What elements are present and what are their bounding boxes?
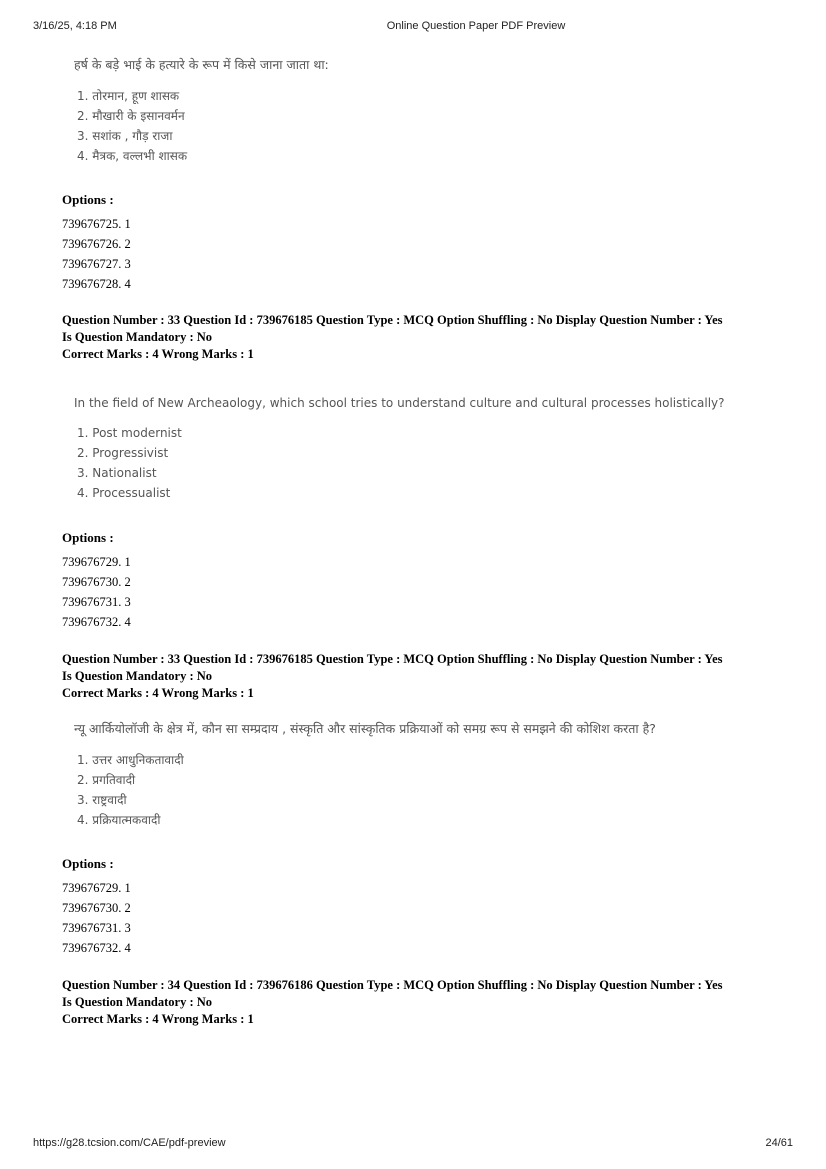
question-marks: Correct Marks : 4 Wrong Marks : 1 bbox=[62, 686, 254, 700]
question-option: 3. सशांक , गौड़ राजा bbox=[77, 129, 173, 143]
options-list-q33-en bbox=[62, 530, 131, 632]
option-id: 739676729. 1 bbox=[62, 555, 131, 569]
question-meta-q33-en bbox=[62, 312, 772, 363]
question-option: 4. प्रक्रियात्मकवादी bbox=[77, 813, 161, 827]
question-33-hindi bbox=[62, 720, 656, 833]
question-option: 2. Progressivist bbox=[77, 446, 169, 460]
question-mandatory: Is Question Mandatory : No bbox=[62, 669, 213, 683]
question-stem: In the field of New Archeaology, which school tries to understand culture and cultural processes holistically? bbox=[74, 396, 725, 410]
question-option: 1. उत्तर आधुनिकतावादी bbox=[77, 753, 184, 767]
options-heading: Options : bbox=[62, 192, 114, 207]
question-option: 2. मौखारी के इसानवर्मन bbox=[77, 109, 185, 123]
options-list-q33-hi bbox=[62, 856, 131, 958]
option-id: 739676732. 4 bbox=[62, 941, 131, 955]
question-32-hindi bbox=[62, 56, 329, 169]
options-heading: Options : bbox=[62, 856, 114, 871]
option-id: 739676730. 2 bbox=[62, 901, 131, 915]
question-marks: Correct Marks : 4 Wrong Marks : 1 bbox=[62, 1012, 254, 1026]
question-option: 4. Processualist bbox=[77, 486, 171, 500]
question-stem: हर्ष के बड़े भाई के हत्यारे के रूप में किसे जाना जाता था: bbox=[74, 57, 329, 72]
question-meta-q34 bbox=[62, 977, 772, 1028]
question-meta-q33-hi bbox=[62, 651, 772, 702]
print-datetime: 3/16/25, 4:18 PM bbox=[33, 20, 117, 32]
options-heading: Options : bbox=[62, 530, 114, 545]
option-id: 739676730. 2 bbox=[62, 575, 131, 589]
options-list-q32 bbox=[62, 192, 131, 294]
question-mandatory: Is Question Mandatory : No bbox=[62, 995, 213, 1009]
question-mandatory: Is Question Mandatory : No bbox=[62, 330, 213, 344]
question-stem: न्यू आर्कियोलॉजी के क्षेत्र में, कौन सा सम्प्रदाय , संस्कृति और सांस्कृतिक प्रक्रियाओं को समग्र रूप से समझने की कोशिश करता है? bbox=[74, 721, 656, 736]
question-option: 2. प्रगतिवादी bbox=[77, 773, 136, 787]
option-id: 739676725. 1 bbox=[62, 217, 131, 231]
question-option: 3. राष्ट्रवादी bbox=[77, 793, 127, 807]
option-id: 739676728. 4 bbox=[62, 277, 131, 291]
question-marks: Correct Marks : 4 Wrong Marks : 1 bbox=[62, 347, 254, 361]
option-id: 739676731. 3 bbox=[62, 921, 131, 935]
option-id: 739676727. 3 bbox=[62, 257, 131, 271]
question-meta-line: Question Number : 34 Question Id : 739676186 Question Type : MCQ Option Shuffling : No Display Question Number : Yes bbox=[62, 978, 723, 992]
page-title: Online Question Paper PDF Preview bbox=[386, 20, 566, 32]
question-33-english bbox=[62, 396, 725, 506]
option-id: 739676726. 2 bbox=[62, 237, 131, 251]
option-id: 739676729. 1 bbox=[62, 881, 131, 895]
page-url: https://g28.tcsion.com/CAE/pdf-preview bbox=[33, 1137, 226, 1149]
question-option: 1. Post modernist bbox=[77, 426, 182, 440]
question-meta-line: Question Number : 33 Question Id : 739676185 Question Type : MCQ Option Shuffling : No Display Question Number : Yes bbox=[62, 313, 723, 327]
question-option: 1. तोरमान, हूण शासक bbox=[77, 89, 180, 103]
question-option: 3. Nationalist bbox=[77, 466, 157, 480]
question-option: 4. मैत्रक, वल्लभी शासक bbox=[77, 149, 188, 163]
question-meta-line: Question Number : 33 Question Id : 739676185 Question Type : MCQ Option Shuffling : No Display Question Number : Yes bbox=[62, 652, 723, 666]
option-id: 739676731. 3 bbox=[62, 595, 131, 609]
page-number: 24/61 bbox=[765, 1137, 793, 1149]
option-id: 739676732. 4 bbox=[62, 615, 131, 629]
